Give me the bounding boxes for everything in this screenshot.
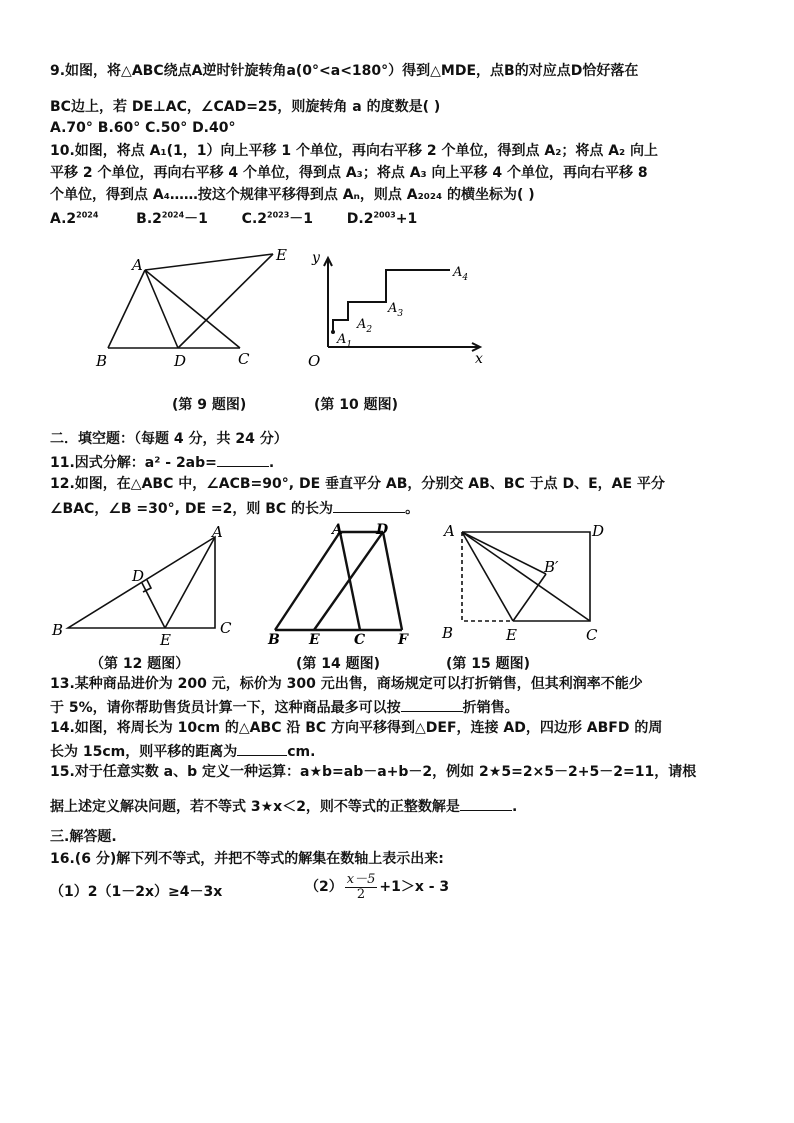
fig9-label-b: B	[96, 352, 108, 370]
q11: 11.因式分解：a² - 2ab= .	[50, 452, 274, 472]
fig9-segment-ae	[145, 254, 273, 270]
q16-part2-fraction: $\frac{x-5}{2}$	[346, 871, 376, 902]
q12-line1: 12.如图，在△ABC 中，∠ACB=90°, DE 垂直平分 AB，分别交 AB、BC 于点 D、E，AE 平分	[50, 476, 665, 492]
fig14-segment-ab	[275, 532, 340, 630]
q9-line1: 9.如图，将△ABC绕点A逆时针旋转角a(0°<a<180°）得到△MDE，点B的对应点D恰好落在	[50, 63, 639, 79]
fig15-label-bprime: B′	[544, 558, 559, 576]
figure-12	[50, 525, 245, 645]
fig14-label-a: A	[332, 522, 343, 538]
section-3-heading: 三.解答题.	[50, 829, 117, 845]
fig12-label-e: E	[160, 631, 171, 645]
fig10-label-a1: $A_1$	[337, 332, 353, 350]
fig15-diagonal-ac	[462, 532, 590, 621]
q14-line2: 长为 15cm，则平移的距离为 cm.	[50, 741, 315, 761]
fig9-segment-de	[178, 254, 273, 348]
fig10-label-a2: $A_2$	[357, 317, 373, 335]
fig9-label-a: A	[132, 256, 143, 274]
fig9-label-c: C	[238, 350, 250, 368]
q10-line1: 10.如图，将点 A₁(1，1）向上平移 1 个单位，再向右平移 2 个单位，得到点 A₂；将点 A₂ 向上	[50, 143, 659, 159]
fig9-segment-ac	[145, 270, 240, 348]
fig9-segment-ad	[145, 270, 178, 348]
fig14-label-d: D	[376, 522, 389, 538]
q14-answer-blank[interactable]	[237, 741, 287, 756]
fig15-label-e: E	[506, 626, 517, 644]
fig10-label-y: y	[312, 250, 320, 266]
q15-answer-blank[interactable]	[460, 796, 512, 811]
q13-line2: 于 5%，请你帮助售货员计算一下，这种商品最多可以按 折销售。	[50, 697, 519, 717]
fig10-label-x: x	[475, 351, 483, 367]
fig15-label-a: A	[444, 522, 455, 540]
fig15-caption: (第 15 题图)	[446, 656, 531, 672]
fig10-label-a4: $A_4$	[453, 265, 469, 283]
q10-options	[50, 210, 417, 228]
q12-answer-blank[interactable]	[333, 498, 405, 513]
fig9-label-d: D	[174, 352, 187, 370]
fig14-label-c: C	[354, 632, 366, 647]
figure-15	[440, 518, 610, 646]
fig12-label-c: C	[220, 619, 232, 637]
fig9-segment-ab	[108, 270, 145, 348]
fig14-segment-ac	[340, 532, 360, 630]
q16-part1: （1）2（1－2x）≥4－3x	[50, 884, 223, 900]
fig12-caption: （第 12 题图）	[90, 656, 190, 672]
fig14-label-e: E	[309, 632, 320, 647]
q13-line1: 13.某种商品进价为 200 元，标价为 300 元出售，商场规定可以打折销售，但其利润率不能少	[50, 676, 643, 692]
fig14-segment-df	[383, 532, 402, 630]
q9-options: A.70° B.60° C.50° D.40°	[50, 120, 236, 136]
fig10-point-a1	[331, 330, 335, 334]
figure-10	[300, 240, 500, 375]
figure-14	[262, 522, 422, 647]
fig14-label-b: B	[268, 632, 280, 647]
section-2-heading: 二．填空题：（每题 4 分，共 24 分）	[50, 431, 288, 447]
q9-line2: BC边上，若 DE⊥AC，∠CAD=25，则旋转角 a 的度数是( )	[50, 99, 441, 115]
fig15-segment-eb	[513, 574, 546, 621]
fig9-caption: (第 9 题图)	[172, 397, 247, 413]
fig14-segment-de	[314, 532, 383, 630]
fig14-label-f: F	[398, 632, 408, 647]
fig10-label-o: O	[308, 352, 321, 370]
q16-title: 16.(6 分)解下列不等式，并把不等式的解集在数轴上表示出来:	[50, 851, 444, 867]
q14-line1: 14.如图，将周长为 10cm 的△ABC 沿 BC 方向平移得到△DEF，连接 AD，四边形 ABFD 的周	[50, 720, 663, 736]
fig9-label-e: E	[276, 246, 287, 264]
q10-line2: 平移 2 个单位，再向右平移 4 个单位，得到点 A₃；将点 A₃ 向上平移 4 个单位，再向右平移 8	[50, 165, 648, 181]
fig10-label-a3: $A_3$	[388, 301, 404, 319]
q11-answer-blank[interactable]	[217, 452, 269, 467]
q10-line3: 个单位，得到点 A₄……按这个规律平移得到点 Aₙ，则点 A₂₀₂₄ 的横坐标为( )	[50, 187, 535, 203]
q13-answer-blank[interactable]	[401, 697, 463, 712]
q10-option-d: $D.2^{2003}+1$	[346, 210, 418, 227]
figure-9	[90, 240, 300, 375]
fig12-label-d: D	[132, 567, 145, 585]
q16-part2: （2） $\frac{x-5}{2}$ +1＞x - 3	[305, 871, 450, 902]
q12-line2: ∠BAC，∠B =30°, DE =2，则 BC 的长为 。	[50, 498, 419, 518]
fig15-label-b: B	[442, 624, 454, 642]
fig14-caption: (第 14 题图)	[296, 656, 381, 672]
fig12-label-b: B	[52, 621, 64, 639]
q10-option-a: $A.2^{2024}$	[50, 210, 99, 227]
q15-line2: 据上述定义解决问题，若不等式 3★x＜2，则不等式的正整数解是 .	[50, 796, 517, 816]
fig15-label-d: D	[592, 522, 605, 540]
q15-line1: 15.对于任意实数 a、b 定义一种运算：a★b=ab－a+b－2，例如 2★5=2×5－2+5－2=11，请根	[50, 764, 697, 780]
fig10-caption: (第 10 题图)	[314, 397, 399, 413]
fig12-segment-ae	[165, 537, 215, 628]
fig15-label-c: C	[586, 626, 598, 644]
q10-option-c: $C.2^{2023}-1$	[241, 210, 314, 227]
fig12-label-a: A	[212, 525, 223, 541]
q10-option-b: $B.2^{2024}-1$	[136, 210, 208, 227]
fig12-segment-de	[142, 583, 165, 628]
